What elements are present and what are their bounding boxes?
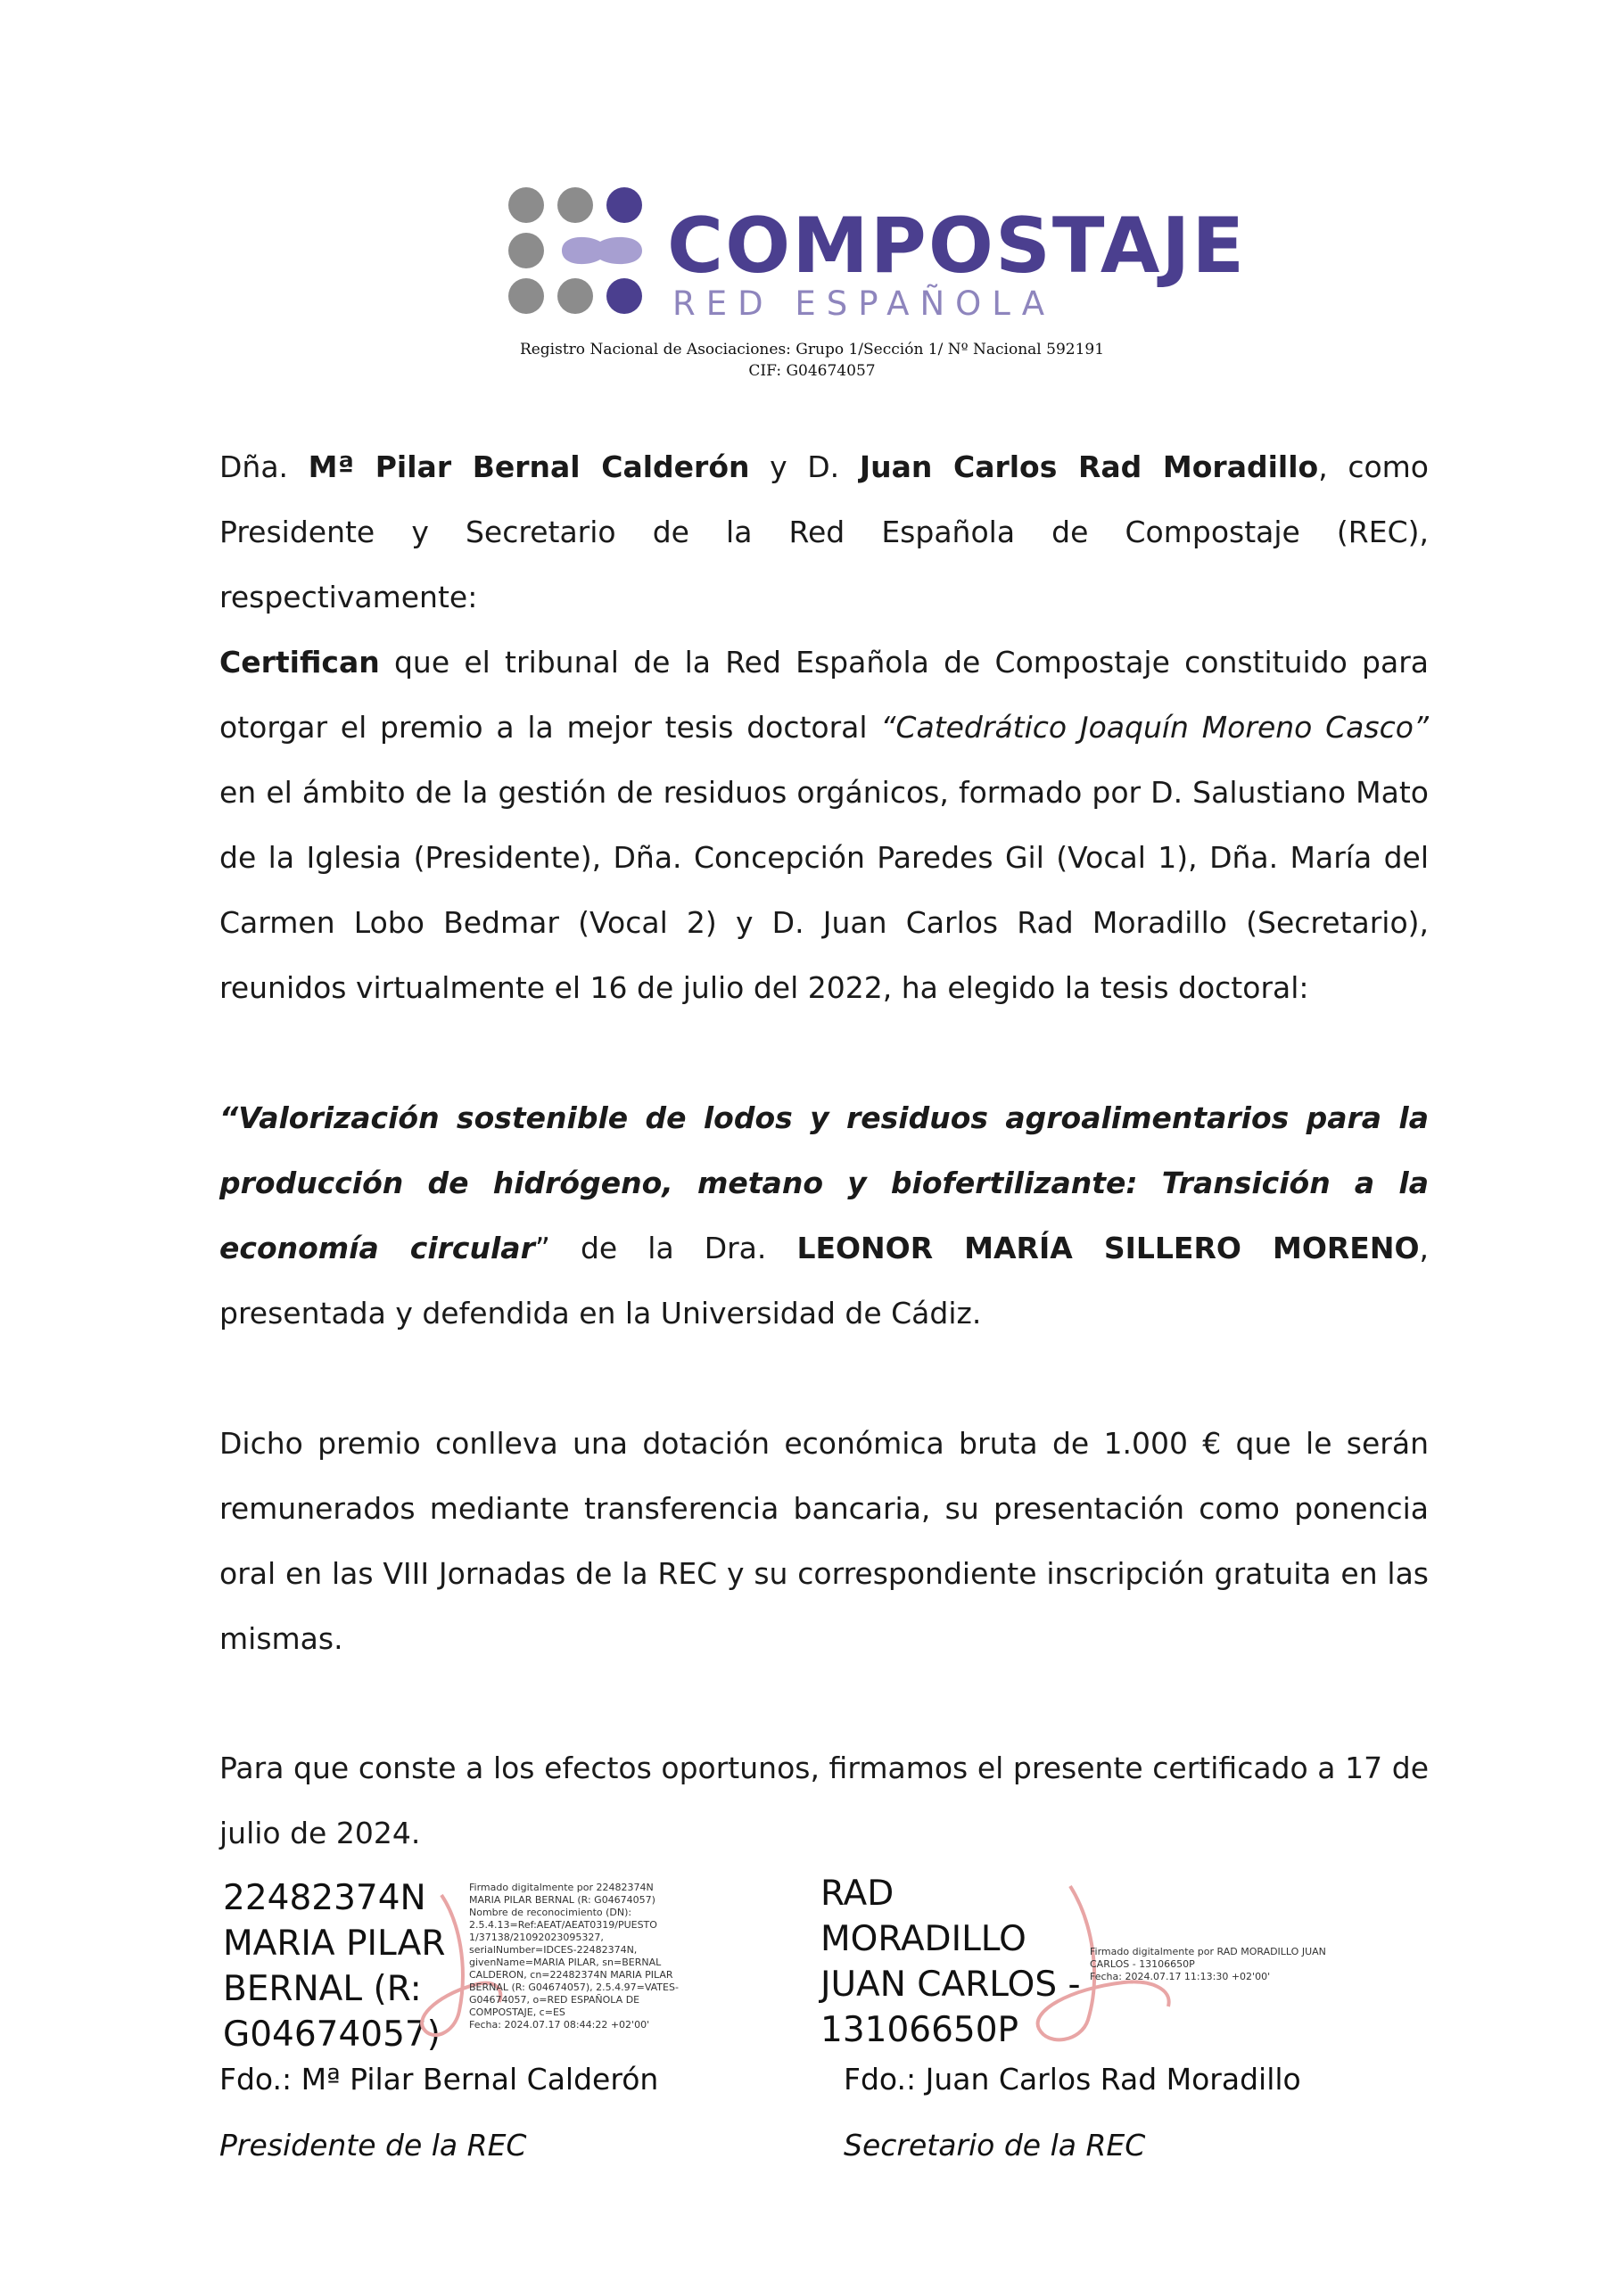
logo-dot (557, 278, 593, 314)
logo-dot (508, 187, 544, 223)
compostaje-logo (507, 183, 1247, 325)
text: y D. (749, 449, 860, 484)
winner-name: LEONOR MARÍA SILLERO MORENO (796, 1231, 1420, 1265)
logo-dot (508, 233, 544, 268)
left-fdo: Fdo.: Mª Pilar Bernal Calderón (219, 2062, 659, 2097)
left-role: Presidente de la REC (219, 2128, 527, 2163)
text: , presentada y defendida en la Universidad de Cádiz. (219, 1231, 1429, 1331)
left-digital-signature-details: Firmado digitalmente por 22482374N MARIA PILAR BERNAL (R: G04674057) Nombre de reconocimiento (DN): 2.5.4.13=Ref:AEAT/AEAT0319/PUESTO 1/37138/21092023095327, serialNumber=IDCES-22482374N, givenName=MARIA PILAR, sn=BERNAL CALDERON, cn=22482374N MARIA PILAR BERNAL (R: G04674057), 2.5.4.97=VATES-G04674057, o=RED ESPAÑOLA DE COMPOSTAJE, c=ES Fecha: 2024.07.17 08:44:22 +02'00' (469, 1882, 679, 2031)
logo-wordmark: COMPOSTAJE (667, 202, 1247, 291)
closing-paragraph: Para que conste a los efectos oportunos, firmamos el presente certificado a 17 de julio de 2024. (219, 1751, 1429, 1850)
right-digital-signature-details: Firmado digitalmente por RAD MORADILLO JUAN CARLOS - 13106650P Fecha: 2024.07.17 11:13:30 +02'00' (1090, 1946, 1326, 1982)
logo-dot (606, 187, 642, 223)
prize-paragraph: Dicho premio conlleva una dotación económica bruta de 1.000 € que le serán remunerados mediante transferencia bancaria, su presentación como ponencia oral en las VIII Jornadas de la REC y su correspondiente inscripción gratuita en las mismas. (219, 1426, 1429, 1656)
right-role: Secretario de la REC (844, 2128, 1146, 2163)
right-signer-block: RAD MORADILLO JUAN CARLOS - 13106650P (820, 1874, 1081, 2050)
logo-dots-icon (507, 183, 658, 325)
thesis-paragraph (219, 1085, 1429, 1346)
text: en el ámbito de la gestión de residuos orgánicos, formado por D. Salustiano Mato de la Iglesia (Presidente), Dña. Concepción Paredes Gil (Vocal 1), Dña. María del Carmen Lobo Bedmar (Vocal 2) y D. Juan Carlos Rad Moradillo (Secretario), reunidos virtualmente el 16 de julio del 2022, ha elegido la tesis doctoral: (219, 775, 1429, 1005)
certification-paragraph (219, 630, 1429, 1020)
left-signer-block: 22482374N MARIA PILAR BERNAL (R: G04674057) (223, 1878, 446, 2055)
secretary-name: Juan Carlos Rad Moradillo (859, 449, 1319, 484)
logo-dot (606, 278, 642, 314)
award-name: “Catedrático Joaquín Moreno Casco” (880, 710, 1429, 745)
intro-paragraph (219, 434, 1429, 630)
text: , como Presidente y Secretario de la Red Española de Compostaje (REC), respectivamente: (219, 449, 1429, 614)
cif-line: CIF: G04674057 (748, 362, 876, 380)
logo-dot (557, 187, 593, 223)
thesis-title: “Valorización sostenible de lodos y residuos agroalimentarios para la producción de hidrógeno, metano y biofertilizante: Transición a la economía circular (219, 1100, 1429, 1265)
text: que el tribunal de la Red Española de Compostaje constituido para otorgar el premio a la mejor tesis doctoral (219, 645, 1429, 745)
logo-subtitle: RED ESPAÑOLA (672, 284, 1056, 323)
text: Dña. (219, 449, 309, 484)
registry-line: Registro Nacional de Asociaciones: Grupo 1/Sección 1/ Nº Nacional 592191 (519, 341, 1105, 358)
certifican-word: Certifican (219, 645, 380, 680)
logo-link-shape (562, 237, 642, 264)
president-name: Mª Pilar Bernal Calderón (308, 449, 750, 484)
logo-dot (508, 278, 544, 314)
text: ” de la Dra. (534, 1231, 797, 1265)
right-fdo: Fdo.: Juan Carlos Rad Moradillo (844, 2062, 1301, 2097)
